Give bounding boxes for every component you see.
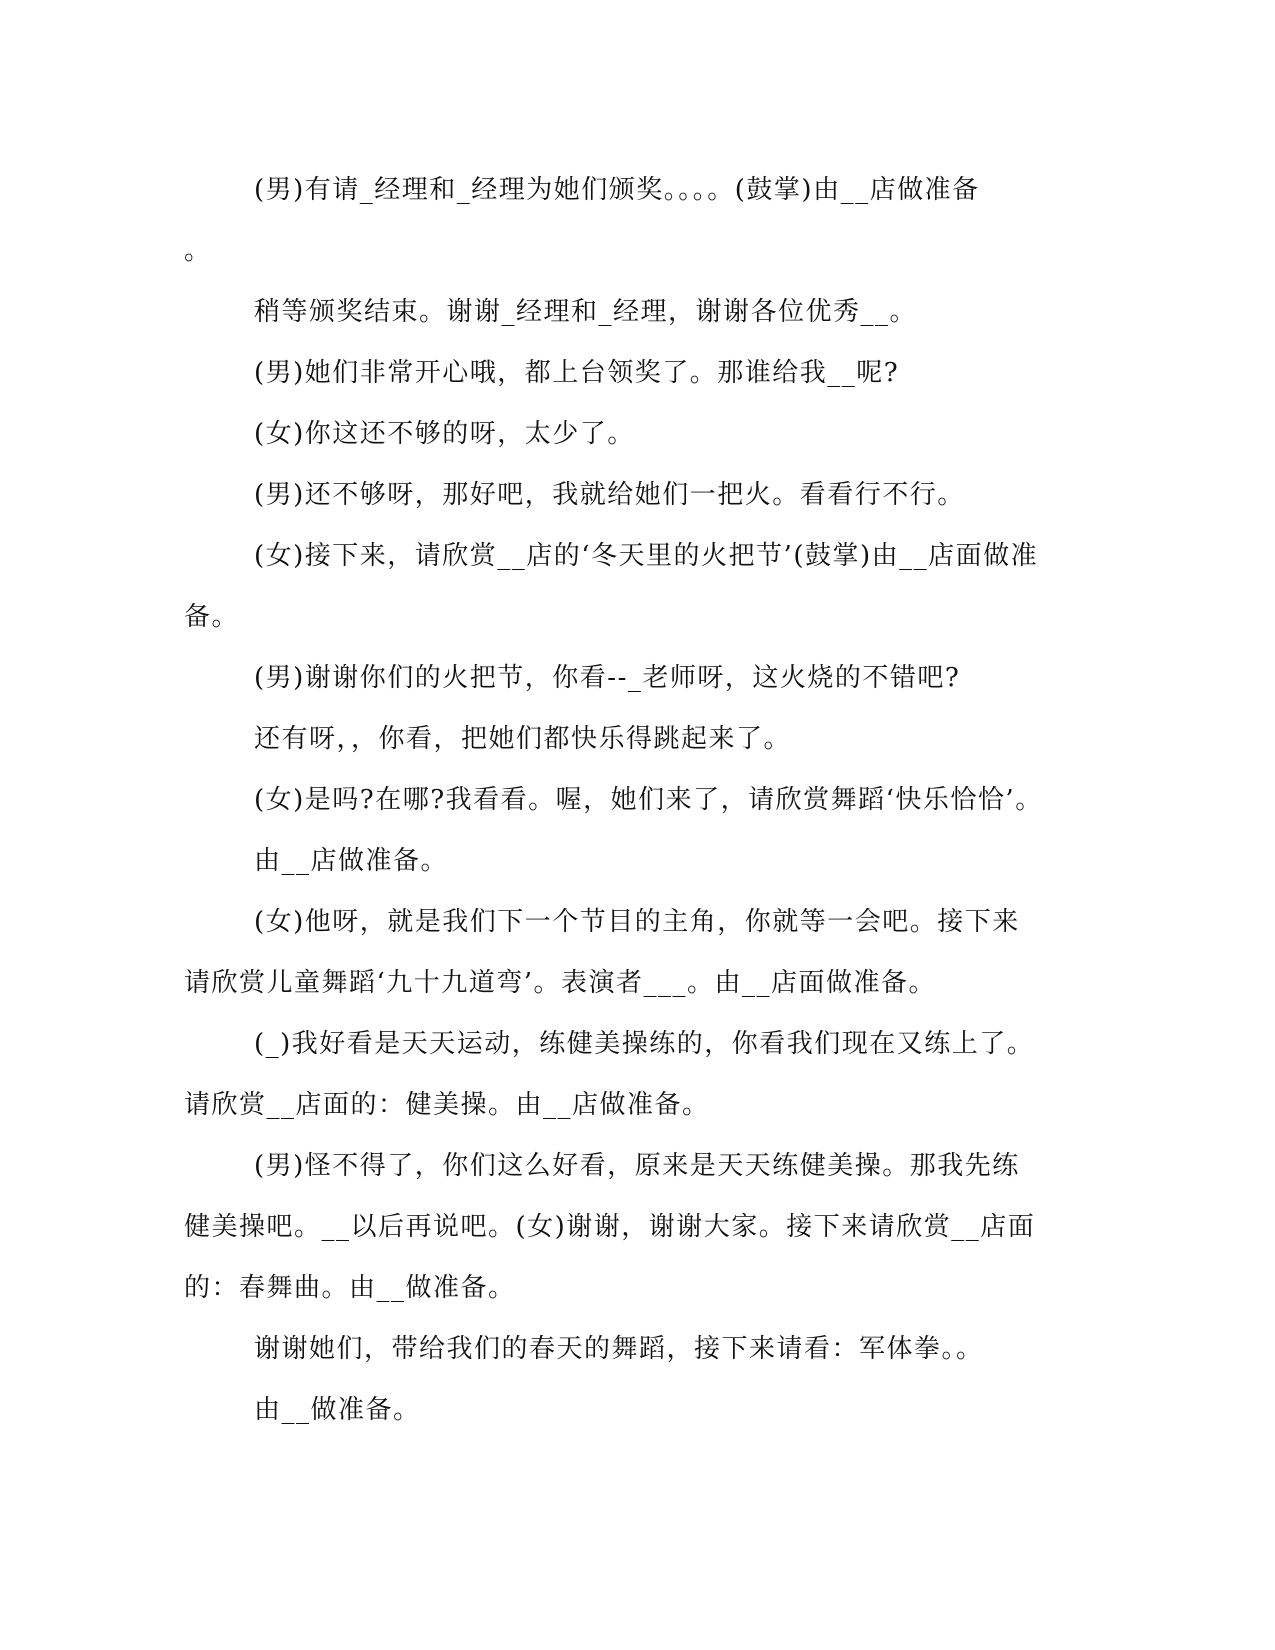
script-line: 还有呀，，你看，把她们都快乐得跳起来了。 — [254, 724, 792, 754]
script-line: (男)有请_经理和_经理为她们颁奖。。。。(鼓掌)由__店做准备 — [254, 175, 980, 205]
script-line: (男)还不够呀，那好吧，我就给她们一把火。看看行不行。 — [254, 480, 965, 510]
script-line: 由__店做准备。 — [254, 846, 449, 876]
script-text-block — [184, 160, 1064, 1441]
script-line: 谢谢她们，带给我们的春天的舞蹈，接下来请看：军体拳。。 — [254, 1334, 984, 1364]
script-line: 请欣赏儿童舞蹈‘九十九道弯’。表演者___。由__店面做准备。 — [184, 968, 937, 998]
script-line: (男)她们非常开心哦，都上台领奖了。那谁给我__呢? — [254, 358, 900, 388]
script-line: (女)接下来，请欣赏__店的‘冬天里的火把节’(鼓掌)由__店面做准 — [254, 541, 1039, 571]
script-line: 健美操吧。__以后再说吧。(女)谢谢，谢谢大家。接下来请欣赏__店面 — [184, 1212, 1036, 1242]
script-line: (女)他呀，就是我们下一个节目的主角，你就等一会吧。接下来 — [254, 907, 1020, 937]
script-line: 由__做准备。 — [254, 1395, 421, 1425]
script-line: 请欣赏__店面的：健美操。由__店做准备。 — [184, 1090, 710, 1120]
script-line: 稍等颁奖结束。谢谢_经理和_经理，谢谢各位优秀__。 — [254, 297, 918, 327]
script-line: (女)是吗?在哪?我看看。喔，她们来了，请欣赏舞蹈‘快乐恰恰’。 — [254, 785, 1043, 815]
script-line: (女)你这还不够的呀，太少了。 — [254, 419, 635, 449]
script-line: (男)怪不得了，你们这么好看，原来是天天练健美操。那我先练 — [254, 1151, 1020, 1181]
script-line: (男)谢谢你们的火把节，你看--_老师呀，这火烧的不错吧? — [254, 663, 961, 693]
script-line: 备。 — [184, 602, 240, 632]
script-line: 。 — [184, 236, 212, 266]
script-line: (_)我好看是天天运动，练健美操练的，你看我们现在又练上了。 — [254, 1029, 1035, 1059]
script-line: 的：春舞曲。由__做准备。 — [184, 1273, 516, 1303]
